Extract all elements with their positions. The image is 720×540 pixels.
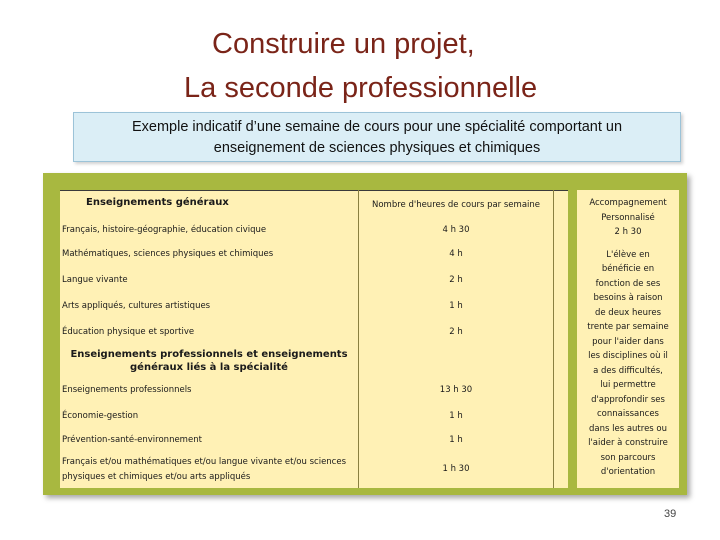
accompaniment-header <box>577 196 679 240</box>
accompaniment-line: fonction de ses <box>595 278 661 289</box>
table-row-subject: Français, histoire-géographie, éducation civique <box>62 225 267 235</box>
table-row-subject: Économie-gestion <box>62 411 139 421</box>
table-row-hours: 4 h 30 <box>442 225 470 235</box>
accompaniment-hours: 2 h 30 <box>614 227 642 237</box>
table-row-hours: 13 h 30 <box>439 385 473 395</box>
header-professional-line2: généraux liés à la spécialité <box>130 362 288 373</box>
table-row-hours: 1 h <box>449 435 463 445</box>
accompaniment-line: dans les autres ou <box>588 423 668 434</box>
accompaniment-line: son parcours <box>600 452 656 463</box>
table-row-hours: 2 h <box>449 327 463 337</box>
accompaniment-description <box>577 248 679 480</box>
accompaniment-line: pour l'aider dans <box>592 336 664 347</box>
table-row-subject: Mathématiques, sciences physiques et chimiques <box>62 249 274 259</box>
column-divider <box>553 190 554 488</box>
header-general-education: Enseignements généraux <box>86 197 229 208</box>
accompaniment-line: d'approfondir ses <box>591 394 665 405</box>
accompaniment-line: bénéficie en <box>601 264 655 274</box>
header-weekly-hours: Nombre d'heures de cours par semaine <box>371 200 541 210</box>
slide-title-line2: La seconde professionnelle <box>184 72 538 104</box>
accompaniment-line: connaissances <box>596 409 659 419</box>
accompaniment-line: besoins à raison <box>593 293 663 303</box>
accompaniment-panel <box>577 190 679 488</box>
table-row-subject-line1: Français et/ou mathématiques et/ou langue vivante et/ou sciences <box>62 457 347 467</box>
slide-title-line1: Construire un projet, <box>212 28 475 60</box>
table-row-hours: 1 h <box>449 411 463 421</box>
accompaniment-line: lui permettre <box>600 380 656 390</box>
table-row-hours: 4 h <box>449 249 463 259</box>
table-row-hours: 2 h <box>449 275 463 285</box>
accompaniment-line: l'aider à construire <box>588 438 668 448</box>
table-row-subject-line2: physiques et chimiques et/ou arts appliqués <box>62 472 251 482</box>
accompaniment-subtitle: Personnalisé <box>601 212 655 223</box>
accompaniment-line: d'orientation <box>600 467 656 477</box>
table-row-subject: Éducation physique et sportive <box>62 327 195 337</box>
table-row-subject: Langue vivante <box>62 275 128 285</box>
header-professional-line1: Enseignements professionnels et enseignements <box>70 349 348 360</box>
accompaniment-title: Accompagnement <box>589 198 667 208</box>
subtitle-line2: enseignement de sciences physiques et chimiques <box>213 140 541 156</box>
accompaniment-line: les disciplines où il <box>588 351 668 361</box>
table-row-subject: Arts appliqués, cultures artistiques <box>62 301 211 311</box>
accompaniment-line: L'élève en <box>606 249 650 260</box>
subtitle-line1: Exemple indicatif d’une semaine de cours pour une spécialité comportant un <box>131 119 623 135</box>
accompaniment-line: trente par semaine <box>587 322 669 332</box>
subtitle-banner <box>73 112 681 162</box>
table-row-hours: 1 h <box>449 301 463 311</box>
page-number: 39 <box>664 508 677 520</box>
table-row-hours: 1 h 30 <box>442 464 470 474</box>
table-row-subject: Prévention-santé-environnement <box>62 435 202 445</box>
table-row-subject: Enseignements professionnels <box>62 385 192 395</box>
accompaniment-line: a des difficultés, <box>593 365 663 376</box>
accompaniment-line: de deux heures <box>594 307 662 318</box>
column-divider <box>358 190 359 488</box>
